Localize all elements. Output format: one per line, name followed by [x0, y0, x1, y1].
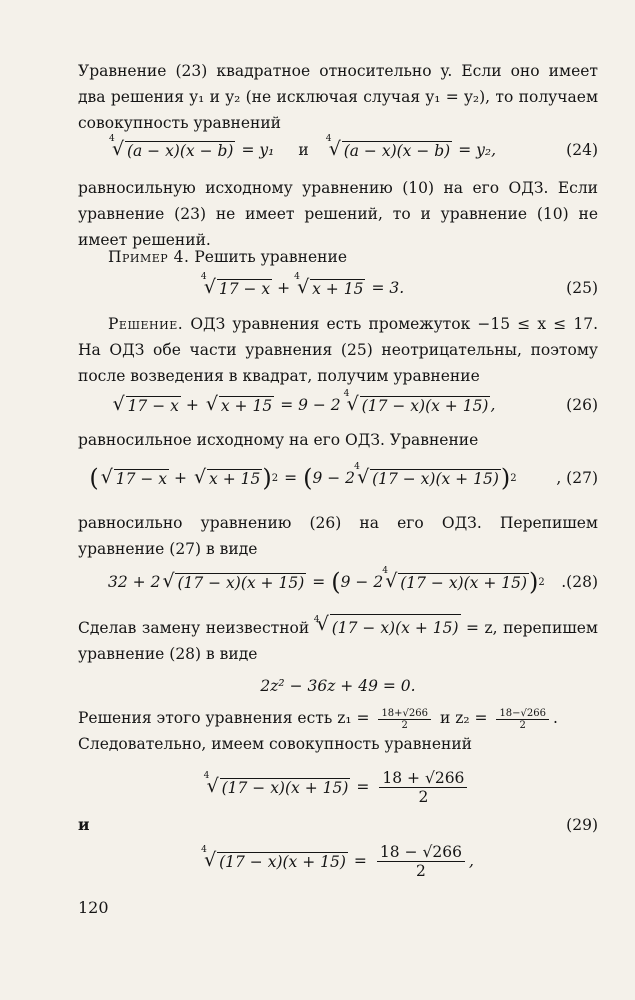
- radicand: (17 − x)(x + 15): [400, 573, 528, 592]
- radicand: (17 − x)(x + 15): [372, 469, 499, 488]
- z1-numerator: 18+√266: [378, 708, 431, 720]
- equation-number: (24): [566, 141, 598, 159]
- middle: 9 − 2: [312, 469, 356, 487]
- lead: 32 + 2: [108, 573, 161, 591]
- example-heading: [78, 244, 598, 270]
- z1-denominator: 2: [401, 719, 408, 731]
- quadratic: 2z² − 36z + 49 = 0.: [260, 677, 416, 695]
- page-number: 120: [78, 898, 109, 917]
- rhs-y2: = y₂,: [458, 141, 497, 159]
- paragraph-6: Сделав замену неизвестной √ 4 (17 − x)(x + 15) = z, перепишем уравнение (28) в виде: [78, 614, 598, 667]
- solution-text: ОДЗ уравнения есть промежуток −15 ≤ x ≤ 17. На ОДЗ обе части уравнения (25) неотрицательны, поэтому после возведения в квадрат, получим уравнение: [78, 315, 598, 385]
- text: .: [553, 709, 558, 727]
- equation-29b: √ 4 (17 − x)(x + 15) = $\frac{18 - √266}{2}$ ,: [78, 838, 598, 884]
- paragraph-4: равносильное исходному на его ОДЗ. Уравнение: [78, 431, 479, 449]
- equation-number: , (27): [556, 469, 598, 487]
- text: и z₂ =: [439, 709, 488, 727]
- equation-24: √ 4 (a − x)(x − b) = y₁ и √ 4 (a − x)(x − b) = y₂, (24): [78, 130, 598, 170]
- denominator: 2: [418, 787, 429, 806]
- equation-25: √ 4 17 − x + √ 4 x + 15 = 3. (25): [78, 268, 598, 308]
- text: Решения этого уравнения есть z₁ =: [78, 709, 370, 727]
- equals: =: [356, 778, 370, 796]
- equation-27: ( √ 17 − x + √ x + 15 ) 2 = ( 9 − 2 √ 4 (17 − x)(x + 15) ) 2 , (27): [78, 458, 598, 498]
- solution-paragraph: [78, 311, 598, 389]
- equation-28: 32 + 2 √ (17 − x)(x + 15) = ( 9 − 2 √ 4 (17 − x)(x + 15) ) 2 .(28): [78, 562, 598, 602]
- radicand: x + 15: [312, 279, 364, 298]
- solution-label: Решение.: [108, 315, 184, 333]
- z2-denominator: 2: [519, 719, 526, 731]
- equals: =: [353, 852, 367, 870]
- equation-29a: √ 4 (17 − x)(x + 15) = $\frac{18 + √266}{2}$: [78, 764, 598, 810]
- radicand: (17 − x)(x + 15): [330, 614, 461, 641]
- middle: = 9 − 2: [280, 396, 341, 414]
- radicand: (17 − x)(x + 15): [221, 778, 349, 797]
- radicand: 17 − x: [127, 396, 179, 415]
- numerator: 18 + √266: [379, 769, 467, 788]
- exponent: 2: [271, 472, 279, 484]
- radicand: 17 − x: [218, 279, 271, 298]
- example-text: Решить уравнение: [194, 248, 347, 266]
- radicand: x + 15: [220, 396, 273, 415]
- radicand: (17 − x)(x + 15): [361, 396, 489, 415]
- equation-number: (25): [566, 279, 598, 297]
- radicand: (17 − x)(x + 15): [219, 852, 346, 871]
- and-line: [78, 812, 598, 838]
- radicand: (a − x)(x − b): [343, 141, 451, 160]
- and-word: и: [298, 141, 309, 159]
- radicand: x + 15: [209, 469, 261, 488]
- radicand: 17 − x: [115, 469, 168, 488]
- paragraph-intro: Уравнение (23) квадратное относительно y. Если оно имеет два решения y₁ и y₂ (не исключая случая y₁ = y₂), то получаем совокупность уравнений: [78, 62, 598, 132]
- equation-26: √ 17 − x + √ x + 15 = 9 − 2 √ 4 (17 − x)(x + 15) , (26): [78, 385, 598, 425]
- equation-quadratic: [78, 666, 598, 706]
- text: Следовательно, имеем совокупность уравнений: [78, 735, 472, 753]
- equation-number: .(28): [561, 573, 598, 591]
- numerator: 18 − √266: [377, 843, 465, 862]
- equation-number: (29): [566, 816, 598, 834]
- denominator: 2: [416, 861, 426, 880]
- rhs: = 3.: [371, 279, 405, 297]
- radicand: (a − x)(x − b): [126, 141, 234, 160]
- rhs-y1: = y₁: [241, 141, 275, 159]
- text: = z, перепишем уравнение (28) в виде: [78, 619, 598, 663]
- tail: ,: [490, 396, 496, 414]
- paragraph-2: равносильную исходному уравнению (10) на его ОДЗ. Если уравнение (23) не имеет решений, то и уравнение (10) не имеет решений.: [78, 179, 598, 249]
- example-label: Пример 4.: [108, 248, 190, 266]
- paragraph-5: равносильно уравнению (26) на его ОДЗ. Перепишем уравнение (27) в виде: [78, 514, 598, 558]
- z2-numerator: 18−√266: [496, 708, 549, 720]
- exponent: 2: [510, 472, 517, 484]
- and-word: и: [78, 815, 90, 834]
- tail: ,: [468, 852, 474, 870]
- plus-sign: +: [277, 279, 291, 297]
- radicand: (17 − x)(x + 15): [177, 573, 305, 592]
- paragraph-7: [78, 705, 598, 757]
- text: Сделав замену неизвестной: [78, 619, 310, 637]
- exponent: 2: [538, 576, 545, 588]
- equation-number: (26): [566, 396, 598, 414]
- middle: 9 − 2: [340, 573, 384, 591]
